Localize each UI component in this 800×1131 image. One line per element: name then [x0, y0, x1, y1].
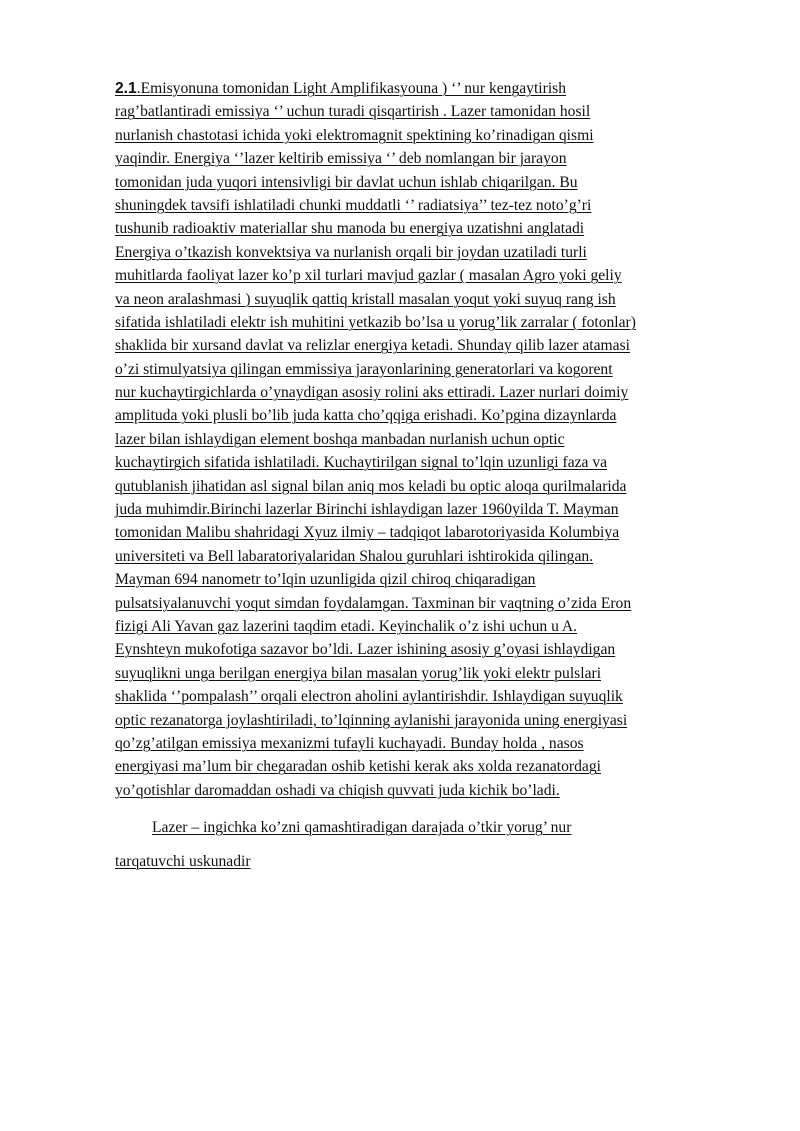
paragraph-line: yaqindir. Energiya ‘’lazer keltirib emissiya ‘’ deb nomlangan bir jarayon — [115, 150, 567, 168]
paragraph-line: muhitlarda faoliyat lazer ko’p xil turlari mavjud gazlar ( masalan Agro yoki geliy — [115, 267, 622, 285]
paragraph-line: va neon aralashmasi ) suyuqlik qattiq kristall masalan yoqut yoki suyuq rang ish — [115, 290, 616, 308]
paragraph-line: sifatida ishlatiladi elektr ish muhitini yetkazib bo’lsa u yorug’lik zarralar ( fotonlar) — [115, 313, 636, 331]
paragraph-line: Lazer – ingichka ko’zni qamashtiradigan darajada o’tkir yorug’ nur — [152, 819, 572, 836]
paragraph-line: universiteti va Bell labaratoriyalaridan Shalou guruhlari ishtirokida qilingan. — [115, 547, 594, 565]
paragraph-line: shaklida ‘’pompalash’’ orqali electron aholini aylantirishdir. Ishlaydigan suyuqlik — [115, 688, 623, 706]
paragraph-line: tomonidan Malibu shahridagi Xyuz ilmiy – tadqiqot labarotoriyasida Kolumbiya — [115, 524, 620, 542]
paragraph-line: nurlanish chastotasi ichida yoki elektromagnit spektining ko’rinadigan qismi — [115, 126, 594, 144]
paragraph-line: Mayman 694 nanometr to’lqin uzunligida qizil chiroq chiqaradigan — [115, 571, 536, 589]
paragraph-line: juda muhimdir.Birinchi lazerlar Birinchi ishlaydigan lazer 1960yilda T. Mayman — [115, 501, 619, 519]
paragraph-line: qutublanish jihatidan asl signal bilan aniq mos keladi bu optic aloqa qurilmalarida — [115, 477, 627, 495]
paragraph-line: suyuqlikni unga berilgan energiya bilan masalan yorug’lik yoki elektr pulslari — [115, 664, 602, 682]
paragraph-line: nur kuchaytirgichlarda o’ynaydigan asosiy rolini aks ettiradi. Lazer nurlari doimiy — [115, 384, 629, 402]
paragraph-line: shaklida bir xursand davlat va relizlar energiya ketadi. Shunday qilib lazer atamasi — [115, 337, 630, 355]
paragraph-line: tushunib radioaktiv materiallar shu manoda bu energiya uzatishni anglatadi — [115, 220, 585, 238]
paragraph-line: qo’zg’atilgan emissiya mexanizmi tufayli kuchayadi. Bunday holda , nasos — [115, 734, 584, 752]
paragraph-line: o’zi stimulyatsiya qilingan emmissiya jarayonlarining generatorlari va kogorent — [115, 360, 613, 378]
paragraph-line-text: .Emisyonuna tomonidan Light Amplifikasyouna ) ‘’ nur kengaytirish — [136, 80, 567, 97]
paragraph-line: amplituda yoki plusli bo’lib juda katta cho’qqiga erishadi. Ko’pgina dizaynlarda — [115, 407, 617, 425]
paragraph-line: energiyasi ma’lum bir chegaradan oshib ketishi kerak aks xolda rezanatordagi — [115, 758, 601, 776]
paragraph-line: yo’qotishlar daromaddan oshadi va chiqish quvvati juda kichik bo’ladi. — [115, 781, 560, 799]
paragraph-line: rag’batlantiradi emissiya ‘’ uchun turadi qisqartirish . Lazer tamonidan hosil — [115, 103, 591, 121]
paragraph-line: pulsatsiyalanuvchi yoqut simdan foydalamgan. Taxminan bir vaqtning o’zida Eron — [115, 594, 632, 612]
paragraph-line: optic rezanatorga joylashtiriladi, to’lqinning aylanishi jarayonida uning energiyasi — [115, 711, 628, 729]
paragraph-line: tarqatuvchi uskunadir — [115, 853, 251, 870]
paragraph-line: lazer bilan ishlaydigan element boshqa manbadan nurlanish uchun optic — [115, 430, 565, 448]
paragraph-1 — [115, 77, 745, 802]
paragraph-line: kuchaytirgich sifatida ishlatiladi. Kuchaytirilgan signal to’lqin uzunligi faza va — [115, 454, 608, 472]
paragraph-line: fizigi Ali Yavan gaz lazerini taqdim etadi. Keyinchalik o’z ishi uchun u A. — [115, 617, 578, 635]
paragraph-line: Energiya o’tkazish konvektsiya va nurlanish orqali bir joydan uzatiladi turli — [115, 243, 587, 261]
paragraph-2 — [115, 811, 745, 879]
paragraph-line: tomonidan juda yuqori intensivligi bir davlat uchun ishlab chiqarilgan. Bu — [115, 173, 578, 191]
paragraph-line: shuningdek tavsifi ishlatiladi chunki muddatli ‘’ radiatsiya’’ tez-tez noto’g’ri — [115, 196, 592, 214]
paragraph-line — [115, 77, 745, 100]
paragraph-line: Eynshteyn mukofotiga sazavor bo’ldi. Lazer ishining asosiy g’oyasi ishlaydigan — [115, 641, 616, 659]
section-number: 2.1 — [115, 80, 137, 97]
